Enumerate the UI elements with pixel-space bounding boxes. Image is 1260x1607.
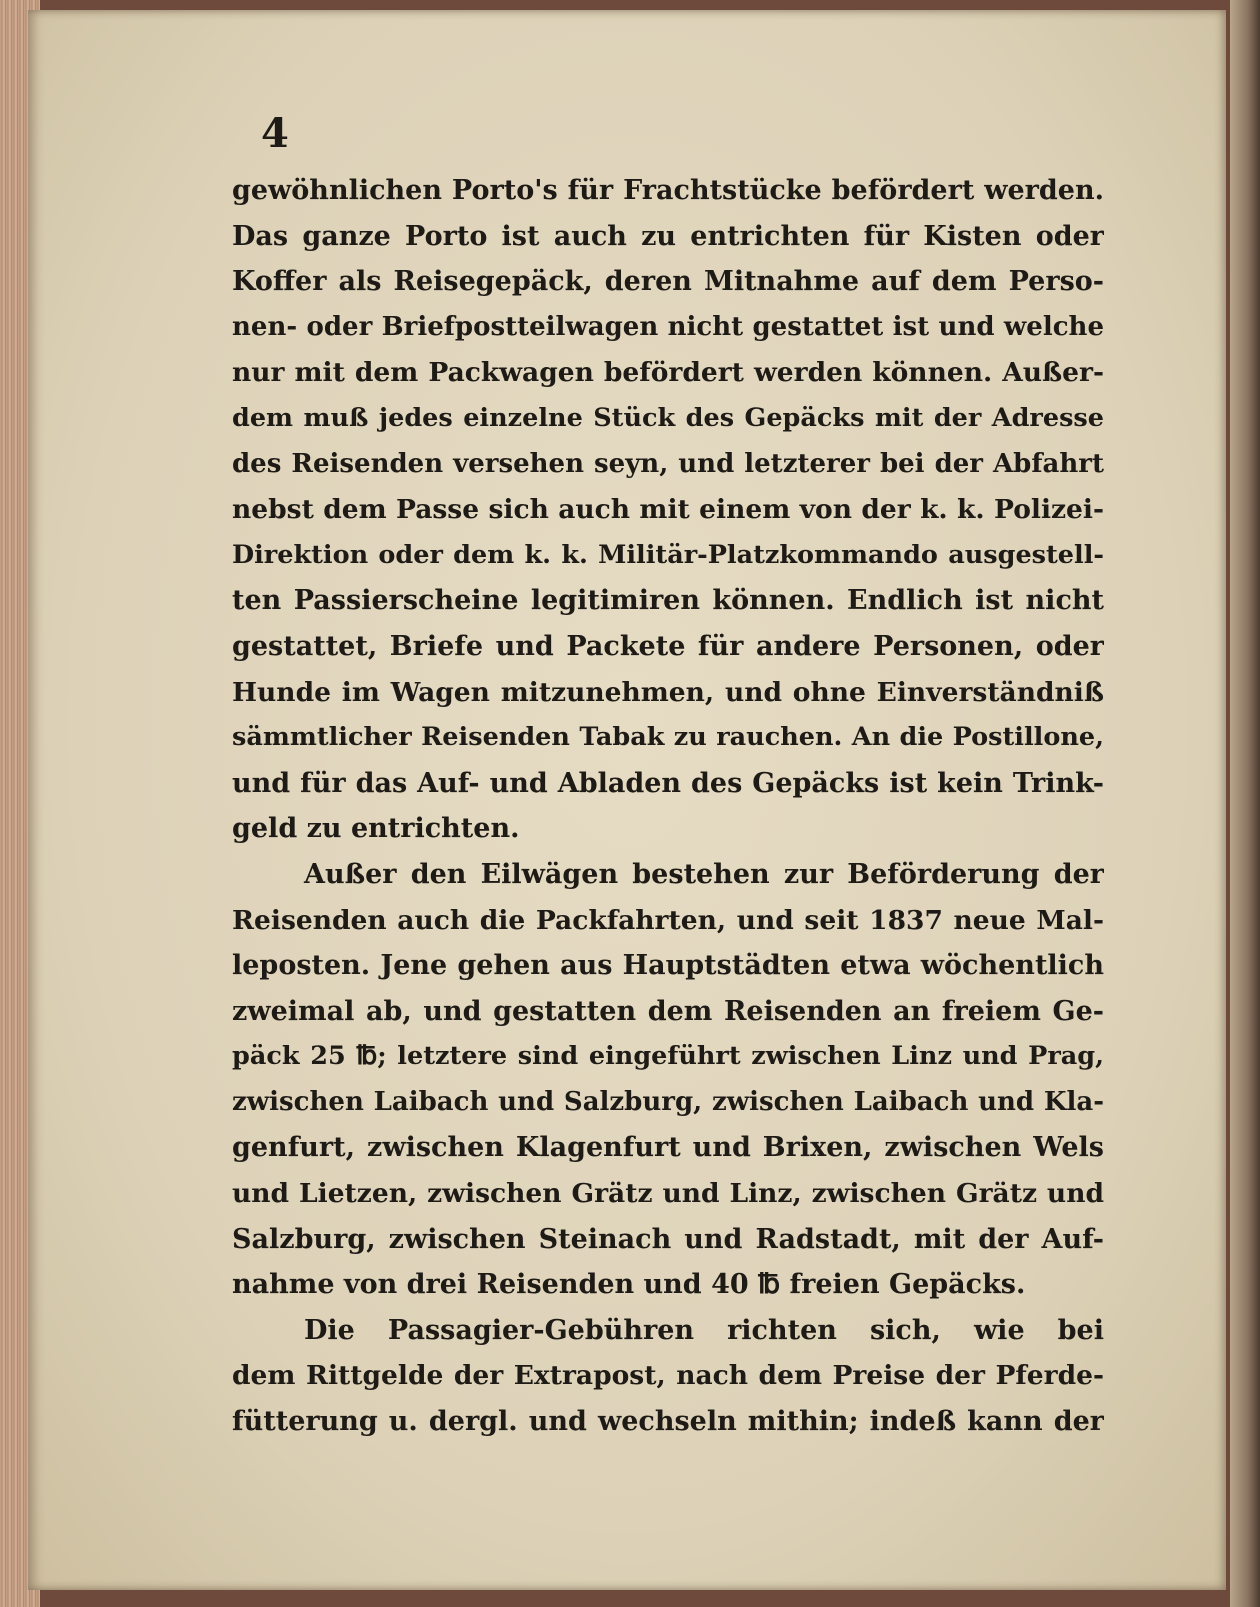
- text-line: zweimal ab, und gestatten dem Reisenden an freiem Ge-: [232, 995, 1104, 1027]
- text-line: gewöhnlichen Porto's für Frachtstücke befördert werden.: [232, 175, 1104, 206]
- page-number: 4: [261, 110, 289, 157]
- paragraph-first-line: Außer den Eilwägen bestehen zur Beförderung der: [304, 858, 1104, 890]
- book-gutter: [1230, 0, 1260, 1607]
- text-line: genfurt, zwischen Klagenfurt und Brixen, zwischen Wels: [232, 1132, 1104, 1164]
- text-line: päck 25 ℔; letztere sind eingeführt zwischen Linz und Prag,: [232, 1041, 1104, 1072]
- text-line: Direktion oder dem k. k. Militär-Platzkommando ausgestell-: [232, 539, 1104, 570]
- body-text: [232, 168, 1104, 1445]
- text-line: dem muß jedes einzelne Stück des Gepäcks mit der Adresse: [232, 402, 1104, 433]
- text-line: gestattet, Briefe und Packete für andere Personen, oder: [232, 630, 1104, 662]
- text-line: Salzburg, zwischen Steinach und Radstadt, mit der Auf-: [232, 1223, 1104, 1255]
- text-line: zwischen Laibach und Salzburg, zwischen Laibach und Kla-: [232, 1086, 1104, 1117]
- text-line: dem Rittgelde der Extrapost, nach dem Preise der Pferde-: [232, 1360, 1104, 1392]
- text-line: und für das Auf- und Abladen des Gepäcks ist kein Trink-: [232, 767, 1104, 799]
- text-line: nahme von drei Reisenden und 40 ℔ freien Gepäcks.: [232, 1269, 1026, 1301]
- text-line: Das ganze Porto ist auch zu entrichten für Kisten oder: [232, 220, 1104, 252]
- text-line: Koffer als Reisegepäck, deren Mitnahme auf dem Perso-: [232, 266, 1104, 298]
- text-line: fütterung u. dergl. und wechseln mithin; indeß kann der: [232, 1406, 1104, 1438]
- text-line: nur mit dem Packwagen befördert werden können. Außer-: [232, 357, 1104, 389]
- text-line: und Lietzen, zwischen Grätz und Linz, zwischen Grätz und: [232, 1178, 1104, 1210]
- text-line: Hunde im Wagen mitzunehmen, und ohne Einverständniß: [232, 676, 1104, 708]
- text-line: leposten. Jene gehen aus Hauptstädten etwa wöchentlich: [232, 950, 1104, 982]
- text-line: nen- oder Briefpostteilwagen nicht gestattet ist und welche: [232, 311, 1104, 342]
- text-line: sämmtlicher Reisenden Tabak zu rauchen. An die Postillone,: [232, 722, 1104, 753]
- text-line: geld zu entrichten.: [232, 813, 520, 845]
- text-line: nebst dem Passe sich auch mit einem von der k. k. Polizei-: [232, 494, 1104, 526]
- paragraph-first-line: Die Passagier-Gebühren richten sich, wie bei: [304, 1314, 1104, 1346]
- text-line: des Reisenden versehen seyn, und letzterer bei der Abfahrt: [232, 448, 1104, 479]
- text-line: ten Passierscheine legitimiren können. Endlich ist nicht: [232, 585, 1104, 617]
- text-line: Reisenden auch die Packfahrten, und seit 1837 neue Mal-: [232, 904, 1104, 936]
